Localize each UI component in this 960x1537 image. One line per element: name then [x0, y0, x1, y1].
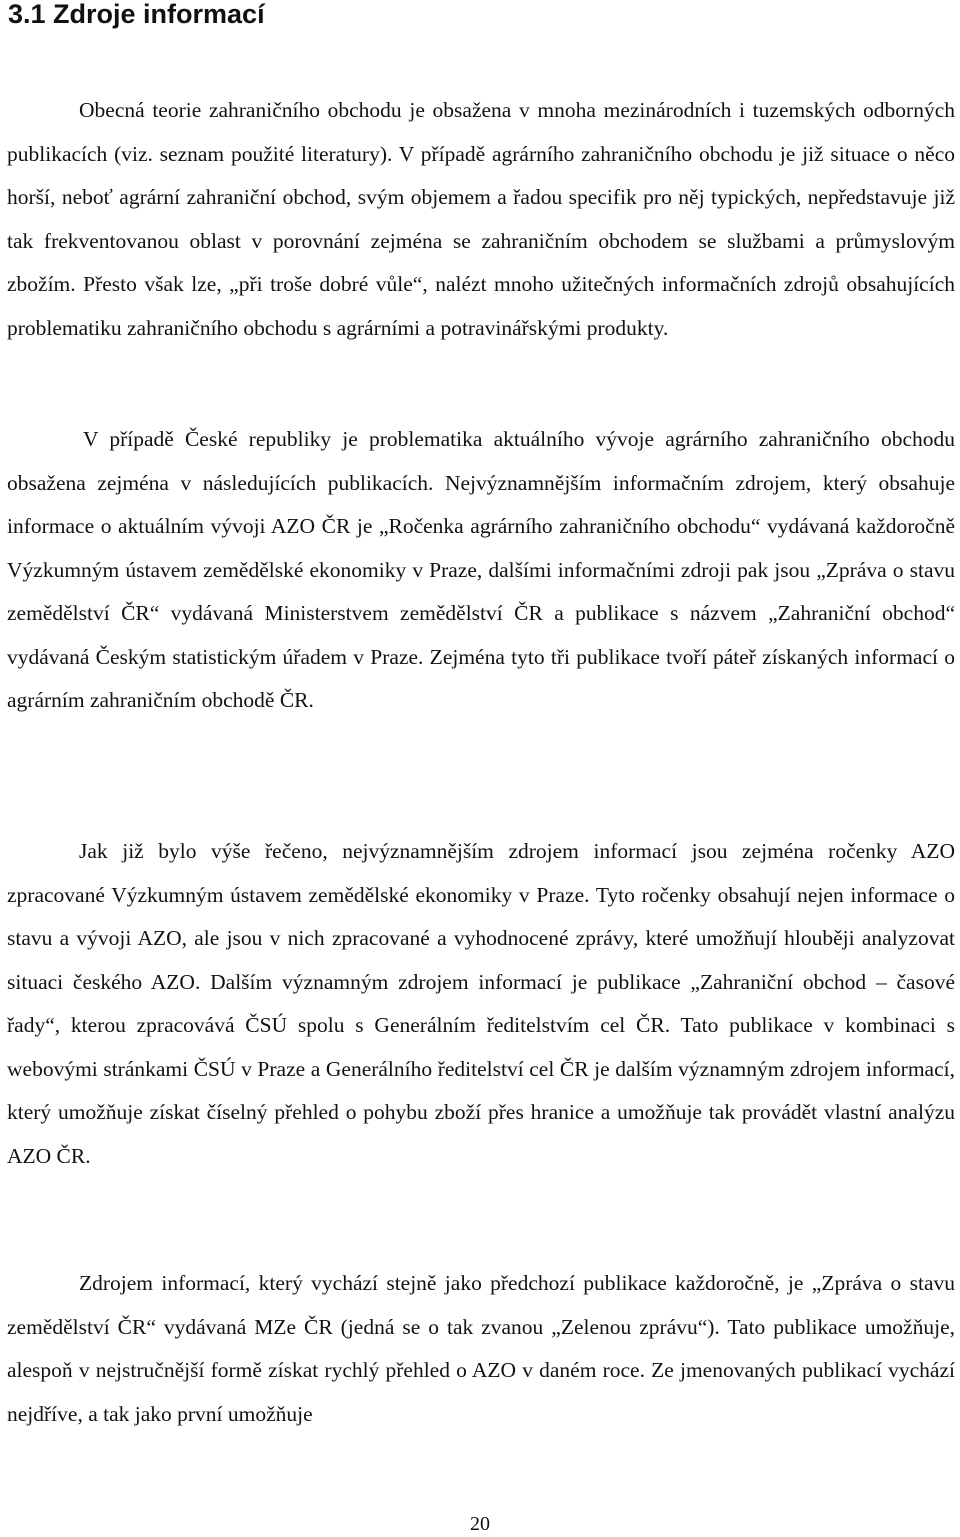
paragraph-1: Obecná teorie zahraničního obchodu je obsažena v mnoha mezinárodních i tuzemských odborných publikacích (viz. seznam použité literatury). V případě agrárního zahraničního obchodu je již situace o něco horší, neboť agrární zahraniční obchod, svým objemem a řadou specifik pro něj typických, nepředstavuje již tak frekventovanou oblast v porovnání zejména se zahraničním obchodem se službami a průmyslovým zbožím. Přesto však lze, „při troše dobré vůle“, nalézt mnoho užitečných informačních zdrojů obsahujících problematiku zahraničního obchodu s agrárními a potravinářskými produkty.: [7, 98, 955, 340]
paragraph-3: Jak již bylo výše řečeno, nejvýznamnějším zdrojem informací jsou zejména ročenky AZO zpracované Výzkumným ústavem zemědělské ekonomiky v Praze. Tyto ročenky obsahují nejen informace o stavu a vývoji AZO, ale jsou v nich zpracované a vyhodnocené zprávy, které umožňují hlouběji analyzovat situaci českého AZO. Dalším významným zdrojem informací je publikace „Zahraniční obchod – časové řady“, kterou zpracovává ČSÚ spolu s Generálním ředitelstvím cel ČR. Tato publikace v kombinaci s webovými stránkami ČSÚ v Praze a Generálního ředitelství cel ČR je dalším významným zdrojem informací, který umožňuje získat číselný přehled o pohybu zboží přes hranice a umožňuje tak provádět vlastní analýzu AZO ČR.: [7, 839, 955, 1168]
section-heading: 3.1 Zdroje informací: [8, 0, 265, 29]
paragraph-4: Zdrojem informací, který vychází stejně jako předchozí publikace každoročně, je „Zpráva o stavu zemědělství ČR“ vydávaná MZe ČR (jedná se o tak zvanou „Zelenou zprávu“). Tato publikace umožňuje, alespoň v nejstručnější formě získat rychlý přehled o AZO v daném roce. Ze jmenovaných publikací vychází nejdříve, a tak jako první umožňuje: [7, 1271, 955, 1426]
paragraph-2: V případě České republiky je problematika aktuálního vývoje agrárního zahraničního obchodu obsažena zejména v následujících publikacích. Nejvýznamnějším informačním zdrojem, který obsahuje informace o aktuálním vývoji AZO ČR je „Ročenka agrárního zahraničního obchodu“ vydávaná každoročně Výzkumným ústavem zemědělské ekonomiky v Praze, dalšími informačními zdroji pak jsou „Zpráva o stavu zemědělství ČR“ vydávaná Ministerstvem zemědělství ČR a publikace s názvem „Zahraniční obchod“ vydávaná Českým statistickým úřadem v Praze. Zejména tyto tři publikace tvoří páteř získaných informací o agrárním zahraničním obchodě ČR.: [7, 427, 955, 712]
page-number: 20: [470, 1513, 490, 1535]
